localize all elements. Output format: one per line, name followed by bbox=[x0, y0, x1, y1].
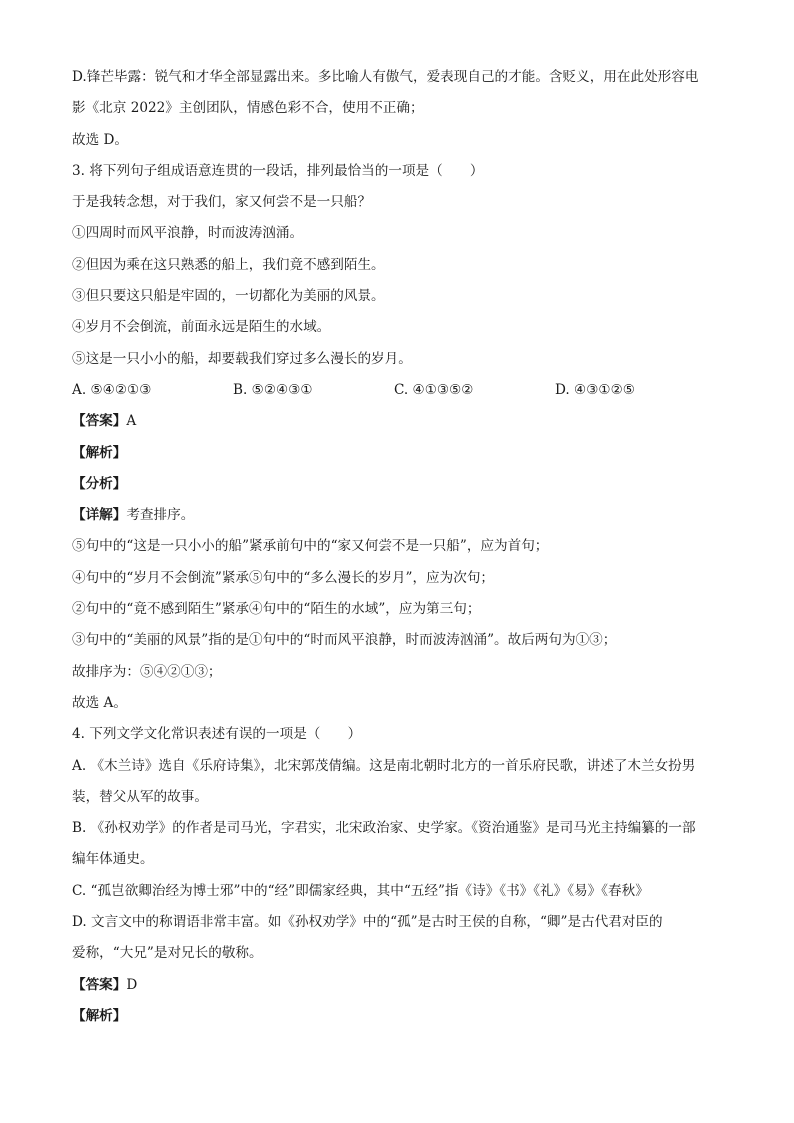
q4-option-a-line2: 装，替父从军的故事。 bbox=[72, 788, 208, 805]
sentence-1: ①四周时而风平浪静，时而波涛汹涌。 bbox=[72, 225, 304, 242]
question-3-stem: 3. 将下列句子组成语意连贯的一段话，排列最恰当的一项是（ ） bbox=[72, 162, 484, 179]
q4-option-b-line1: B. 《孙权劝学》的作者是司马光，字君实，北宋政治家、史学家。《资治通鉴》是司马光主持编纂的一部 bbox=[72, 820, 696, 837]
explanation-line-6: 故选 A。 bbox=[72, 694, 127, 711]
option-a: A. ⑤④②①③ bbox=[72, 381, 152, 398]
explanation-line-2: ④句中的“岁月不会倒流”紧承⑤句中的“多么漫长的岁月”，应为次句； bbox=[72, 569, 495, 586]
sentence-2: ②但因为乘在这只熟悉的船上，我们竟不感到陌生。 bbox=[72, 256, 385, 273]
q2-conclusion: 故选 D。 bbox=[72, 131, 129, 148]
answer-tag: 【答案】 bbox=[72, 976, 127, 993]
fenxi-tag: 【分析】 bbox=[72, 475, 127, 492]
sentence-3: ③但只要这只船是牢固的，一切都化为美丽的风景。 bbox=[72, 288, 385, 305]
answer-tag: 【答案】 bbox=[72, 413, 127, 430]
detail-text: 考查排序。 bbox=[126, 507, 195, 524]
option-d-explanation-line1: D.锋芒毕露：锐气和才华全部显露出来。多比喻人有傲气，爱表现自己的才能。含贬义，用在此处形容电 bbox=[72, 69, 699, 85]
analysis-tag: 【解析】 bbox=[72, 444, 127, 461]
sentence-4: ④岁月不会倒流，前面永远是陌生的水域。 bbox=[72, 319, 331, 336]
option-b: B. ⑤②④③① bbox=[233, 381, 313, 398]
sentence-5: ⑤这是一只小小的船，却要载我们穿过多么漫长的岁月。 bbox=[72, 350, 412, 367]
q4-option-d-line2: 爱称，“大兄”是对兄长的敬称。 bbox=[72, 945, 263, 962]
question-4-stem: 4. 下列文学文化常识表述有误的一项是（ ） bbox=[72, 726, 362, 743]
question-4-answer bbox=[72, 970, 722, 1001]
answer-value: D bbox=[126, 976, 138, 993]
detail-line bbox=[72, 500, 722, 531]
option-d-explanation-line2: 影《北京 2022》主创团队，情感色彩不合，使用不正确； bbox=[72, 100, 424, 117]
explanation-line-1: ⑤句中的“这是一只小小的船”紧承前句中的“家又何尝不是一只船”，应为首句； bbox=[72, 538, 549, 555]
explanation-line-3: ②句中的“竟不感到陌生”紧承④句中的“陌生的水域”，应为第三句； bbox=[72, 601, 481, 618]
detail-tag: 【详解】 bbox=[72, 507, 127, 524]
question-3-options bbox=[72, 375, 722, 406]
explanation-line-4: ③句中的“美丽的风景”指的是①句中的“时而风平浪静，时而波涛汹涌”。故后两句为①③； bbox=[72, 632, 617, 649]
analysis-tag: 【解析】 bbox=[72, 1007, 127, 1024]
q4-option-d-line1: D. 文言文中的称谓语非常丰富。如《孙权劝学》中的“孤”是古时王侯的自称，“卿”是古代君对臣的 bbox=[72, 914, 663, 931]
option-c: C. ④①③⑤② bbox=[394, 381, 474, 398]
document-page bbox=[72, 62, 722, 1032]
answer-value: A bbox=[126, 413, 137, 430]
q4-option-c: C. “孤岂欲卿治经为博士邪”中的“经”即儒家经典，其中“五经”指《诗》《书》《礼》《易》《春秋》 bbox=[72, 882, 649, 899]
q4-option-b-line2: 编年体通史。 bbox=[72, 851, 154, 868]
q4-option-a-line1: A. 《木兰诗》选自《乐府诗集》，北宋郭茂倩编。这是南北朝时北方的一首乐府民歌，讲述了木兰女扮男 bbox=[72, 757, 696, 774]
option-d: D. ④③①②⑤ bbox=[555, 381, 635, 398]
question-3-intro: 于是我转念想，对于我们，家又何尝不是一只船？ bbox=[72, 194, 372, 211]
explanation-line-5: 故排序为：⑤④②①③； bbox=[72, 663, 222, 680]
question-3-answer bbox=[72, 406, 722, 437]
